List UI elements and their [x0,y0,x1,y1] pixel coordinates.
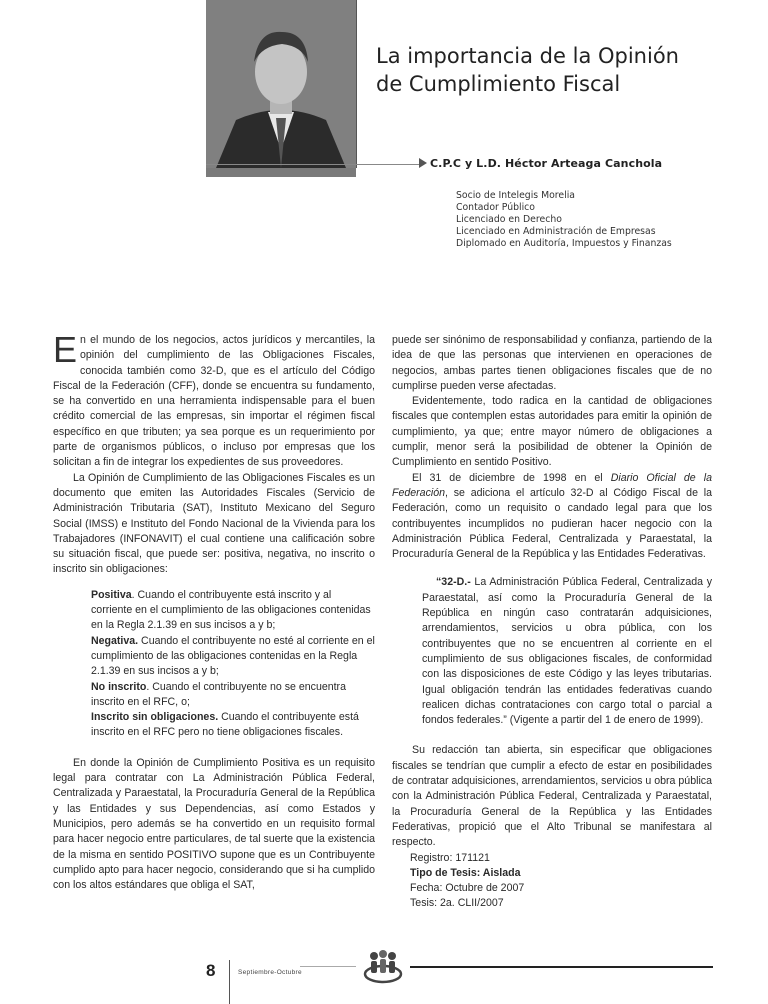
author-name: C.P.C y L.D. Héctor Arteaga Canchola [430,157,663,170]
credential-line: Socio de Intelegis Morelia [456,190,575,201]
header-divider [356,0,357,168]
paragraph [392,471,712,563]
registro-line: Registro: 171121 [410,851,490,864]
tipo-tesis: Tipo de Tesis: Aislada [410,866,521,879]
quote-text: La Administración Pública Federal, Centralizada y Paraestatal, así como la Procuraduría General de la República en ningún caso contratarán adquisiciones, arrendamientos, servicios u obra pública, con los contribuyentes que no se encuentren al corriente en el cumplimiento de sus obligaciones fiscales, de conformidad con las disposiciones de este Código y las leyes tributarias. Igual obligación tendrán las entidades federativas cuando realicen dichas contrataciones con cargo total o parcial a fondos federales.” (Vigente a partir del 1 de enero de 1999). [422,576,712,727]
text-run: , se adiciona el artículo 32-D al Código Fiscal de la Federación, como un requisito o candado legal para que los contribuyentes incumplidos no pudieran hacer negocio con la Administración Pública Federal, Centralizada y Paraestatal, la Procuraduría General de la República y las Entidades Federativas. [392,486,712,561]
italic-citation: Diario Oficial de la Federación [392,471,712,499]
definition-item [91,634,375,680]
credential-line: Contador Público [456,202,535,213]
definition-term: Positiva [91,588,132,601]
definition-term: No inscrito [91,680,147,693]
definition-item [91,588,375,634]
legal-quote [422,575,712,728]
definition-text: . Cuando el contribuyente está inscrito y al corriente en el cumplimiento de las obligaciones contenidas en la Regla 2.1.39 en sus incisos a y b; [91,588,371,632]
paragraph: En donde la Opinión de Cumplimiento Positiva es un requisito legal para contratar con La Administración Pública Federal, Centralizada y Paraestatal, la Procuraduría General de la República y las Entidades y sus Dependencias, así como Estados y Municipios, pero además se ha convertido en un requisito formal para hacer negocio entre particulares, de tal suerte que la existencia de la misma en sentido POSITIVO supone que es un Contribuyente cumplido apto para hacer negocio, considerando que si ha cumplido con los altos estándares que obliga el SAT, [53,756,375,892]
drop-cap: E [53,329,78,370]
spacer [53,741,375,756]
intro-text: n el mundo de los negocios, actos jurídicos y mercantiles, la opinión del cumplimiento de las Obligaciones Fiscales, conocida también como 32-D, que es el artículo del Código Fiscal de la Federación (CFF), donde se encuentra su fundamento, se ha convertido en una herramienta indispensable para el buen crédito comercial de las empresas, sin importar el régimen fiscal específico en que tributen; ya sea porque es un requerimiento por parte de organismos públicos, o incluso por empresas que los solicitan a fin de integrar los expedientes de sus proveedores. [53,334,375,469]
article-title [376,42,756,98]
photo-strip [206,168,356,177]
definition-item [91,710,375,741]
footer-divider [229,960,230,1004]
footer-rule-left [300,966,356,967]
credential-line: Licenciado en Administración de Empresas [456,226,656,237]
definition-term: Negativa. [91,634,139,647]
definition-text: Cuando el contribuyente está inscrito en el RFC pero no tiene obligaciones fiscales. [91,711,359,739]
definition-list [91,588,375,741]
page-number: 8 [206,961,216,980]
people-circle-logo [360,948,406,986]
fecha-line: Fecha: Octubre de 2007 [410,882,525,895]
paragraph: La Opinión de Cumplimiento de las Obligaciones Fiscales es un documento que emiten las Autoridades Fiscales (Servicio de Administración Tributaria (SAT), Instituto Mexicano del Seguro Social (IMSS) e Instituto del Fondo Nacional de la Vivienda para los Trabajadores (INFONAVIT) el cual contiene una calificación sobre su situación fiscal, que puede ser: positiva, negativa, no inscrito o inscrito sin obligaciones: [53,471,375,576]
issue-month: Septiembre-Octubre [238,969,302,976]
intro-paragraph [53,329,375,471]
credential-line: Diplomado en Auditoría, Impuestos y Finanzas [456,238,672,249]
spacer [392,728,712,743]
paragraph: puede ser sinónimo de responsabilidad y confianza, partiendo de la idea de que las personas que intervienen en operaciones de negocios, ambas partes tienen obligaciones fiscales que de no cumplirse pueden verse afectadas. [392,334,712,392]
triangle-arrow-icon [419,158,427,168]
definition-text: . Cuando el contribuyente no se encuentra inscrito en el RFC, o; [91,680,346,708]
definition-item [91,680,375,711]
right-column [392,333,712,912]
left-column [53,329,375,893]
author-credentials [456,190,672,250]
paragraph: Evidentemente, todo radica en la cantidad de obligaciones fiscales que contemplen estas autoridades para emitir la opinión de cumplimiento, ya que; entre mayor número de obligaciones a cumplir, menor será la posibilidad de obtener la Opinión de Cumplimiento en sentido Positivo. [392,395,712,469]
tesis-line: Tesis: 2a. CLII/2007 [410,897,504,910]
author-photo [206,0,356,168]
quote-label: “32-D.- [436,576,471,589]
credential-line: Licenciado en Derecho [456,214,562,225]
definition-term: Inscrito sin obligaciones. [91,711,219,724]
text-run: El 31 de diciembre de 1998 en el [412,471,611,484]
title-line-1: La importancia de la Opinión [376,44,679,68]
paragraph: Su redacción tan abierta, sin especificar que obligaciones fiscales se tendrían que cumplir a efecto de estar en posibilidades de contratar adquisiciones, arrendamientos, servicios u obra pública con la Administración Pública Federal, Centralizada y Paraestatal, la Procuraduría General de la República y las Entidades Federativas, propició que el Alto Tribunal se manifestara al respecto. [392,744,712,849]
tipo-tesis-line [392,866,712,881]
footer-rule-right [410,966,713,968]
definition-text: Cuando el contribuyente no esté al corriente en el cumplimiento de las obligaciones contenidas en la Regla 2.1.39 en sus incisos a y b; [91,634,375,678]
author-rule [206,164,420,165]
title-line-2: de Cumplimiento Fiscal [376,72,621,96]
